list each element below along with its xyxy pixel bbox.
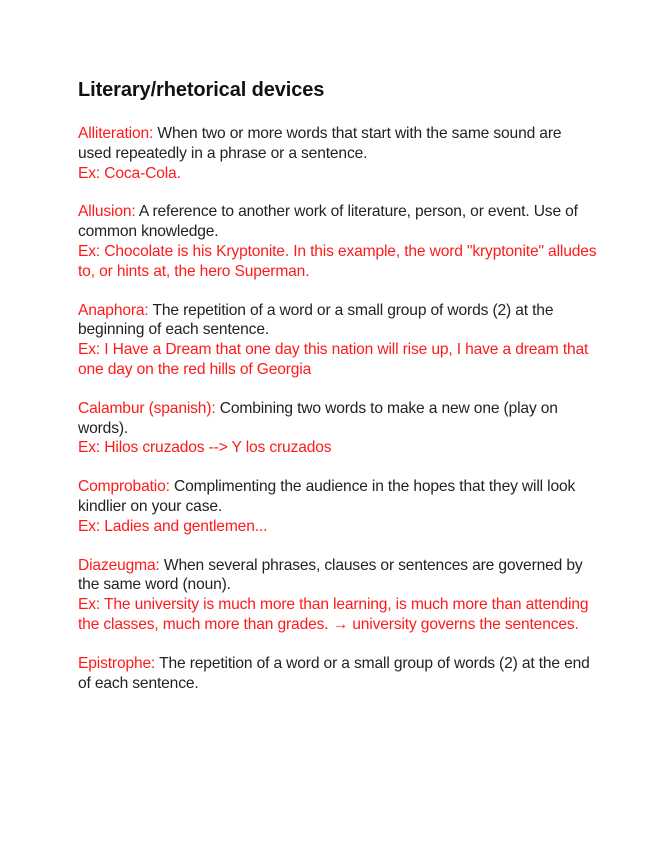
entry-example: Ex: Ladies and gentlemen... (78, 517, 268, 535)
entry-example: Ex: Hilos cruzados --> Y los cruzados (78, 439, 332, 457)
entry-example: Ex: I Have a Dream that one day this nation will rise up, I have a dream that one day on the red hills of Georgia (78, 341, 589, 378)
entry-term: Diazeugma: (78, 556, 160, 574)
entry-example: Ex: Chocolate is his Kryptonite. In this example, the word "kryptonite" alludes to, or hints at, the hero Superman. (78, 242, 597, 280)
entry-example: Ex: The university is much more than learning, is much more than attending the classes, much more than grades. → university governs the sentences. (78, 596, 589, 633)
entry-definition: The repetition of a word or a small group of words (2) at the end of each sentence. (78, 654, 590, 692)
entry-definition: A reference to another work of literature, person, or event. Use of common knowledge. (78, 203, 578, 241)
entry-epistrophe (78, 654, 598, 694)
entry-term: Anaphora: (78, 301, 149, 319)
entry-definition: When two or more words that start with the same sound are used repeatedly in a phrase or a sentence. (78, 125, 562, 162)
entry-term: Alliteration: (78, 125, 154, 142)
entry-comprobatio (78, 477, 598, 536)
entry-term: Comprobatio: (78, 478, 170, 496)
entry-definition: Combining two words to make a new one (play on words). (78, 399, 558, 437)
entry-alliteration (78, 124, 598, 183)
entry-term: Epistrophe: (78, 654, 156, 672)
entry-example: Ex: Coca-Cola. (78, 164, 181, 182)
entry-calambur (78, 399, 598, 458)
entry-diazeugma (78, 556, 598, 635)
document-page (78, 78, 598, 712)
entry-term: Calambur (spanish): (78, 399, 216, 417)
entry-definition: When several phrases, clauses or sentences are governed by the same word (noun). (78, 556, 583, 594)
entry-term: Allusion: (78, 203, 136, 221)
page-title: Literary/rhetorical devices (78, 79, 325, 101)
entry-definition: The repetition of a word or a small group of words (2) at the beginning of each sentence. (78, 301, 554, 339)
entry-anaphora (78, 301, 598, 380)
entry-definition: Complimenting the audience in the hopes that they will look kindlier on your case. (78, 478, 576, 515)
entry-allusion (78, 202, 598, 281)
